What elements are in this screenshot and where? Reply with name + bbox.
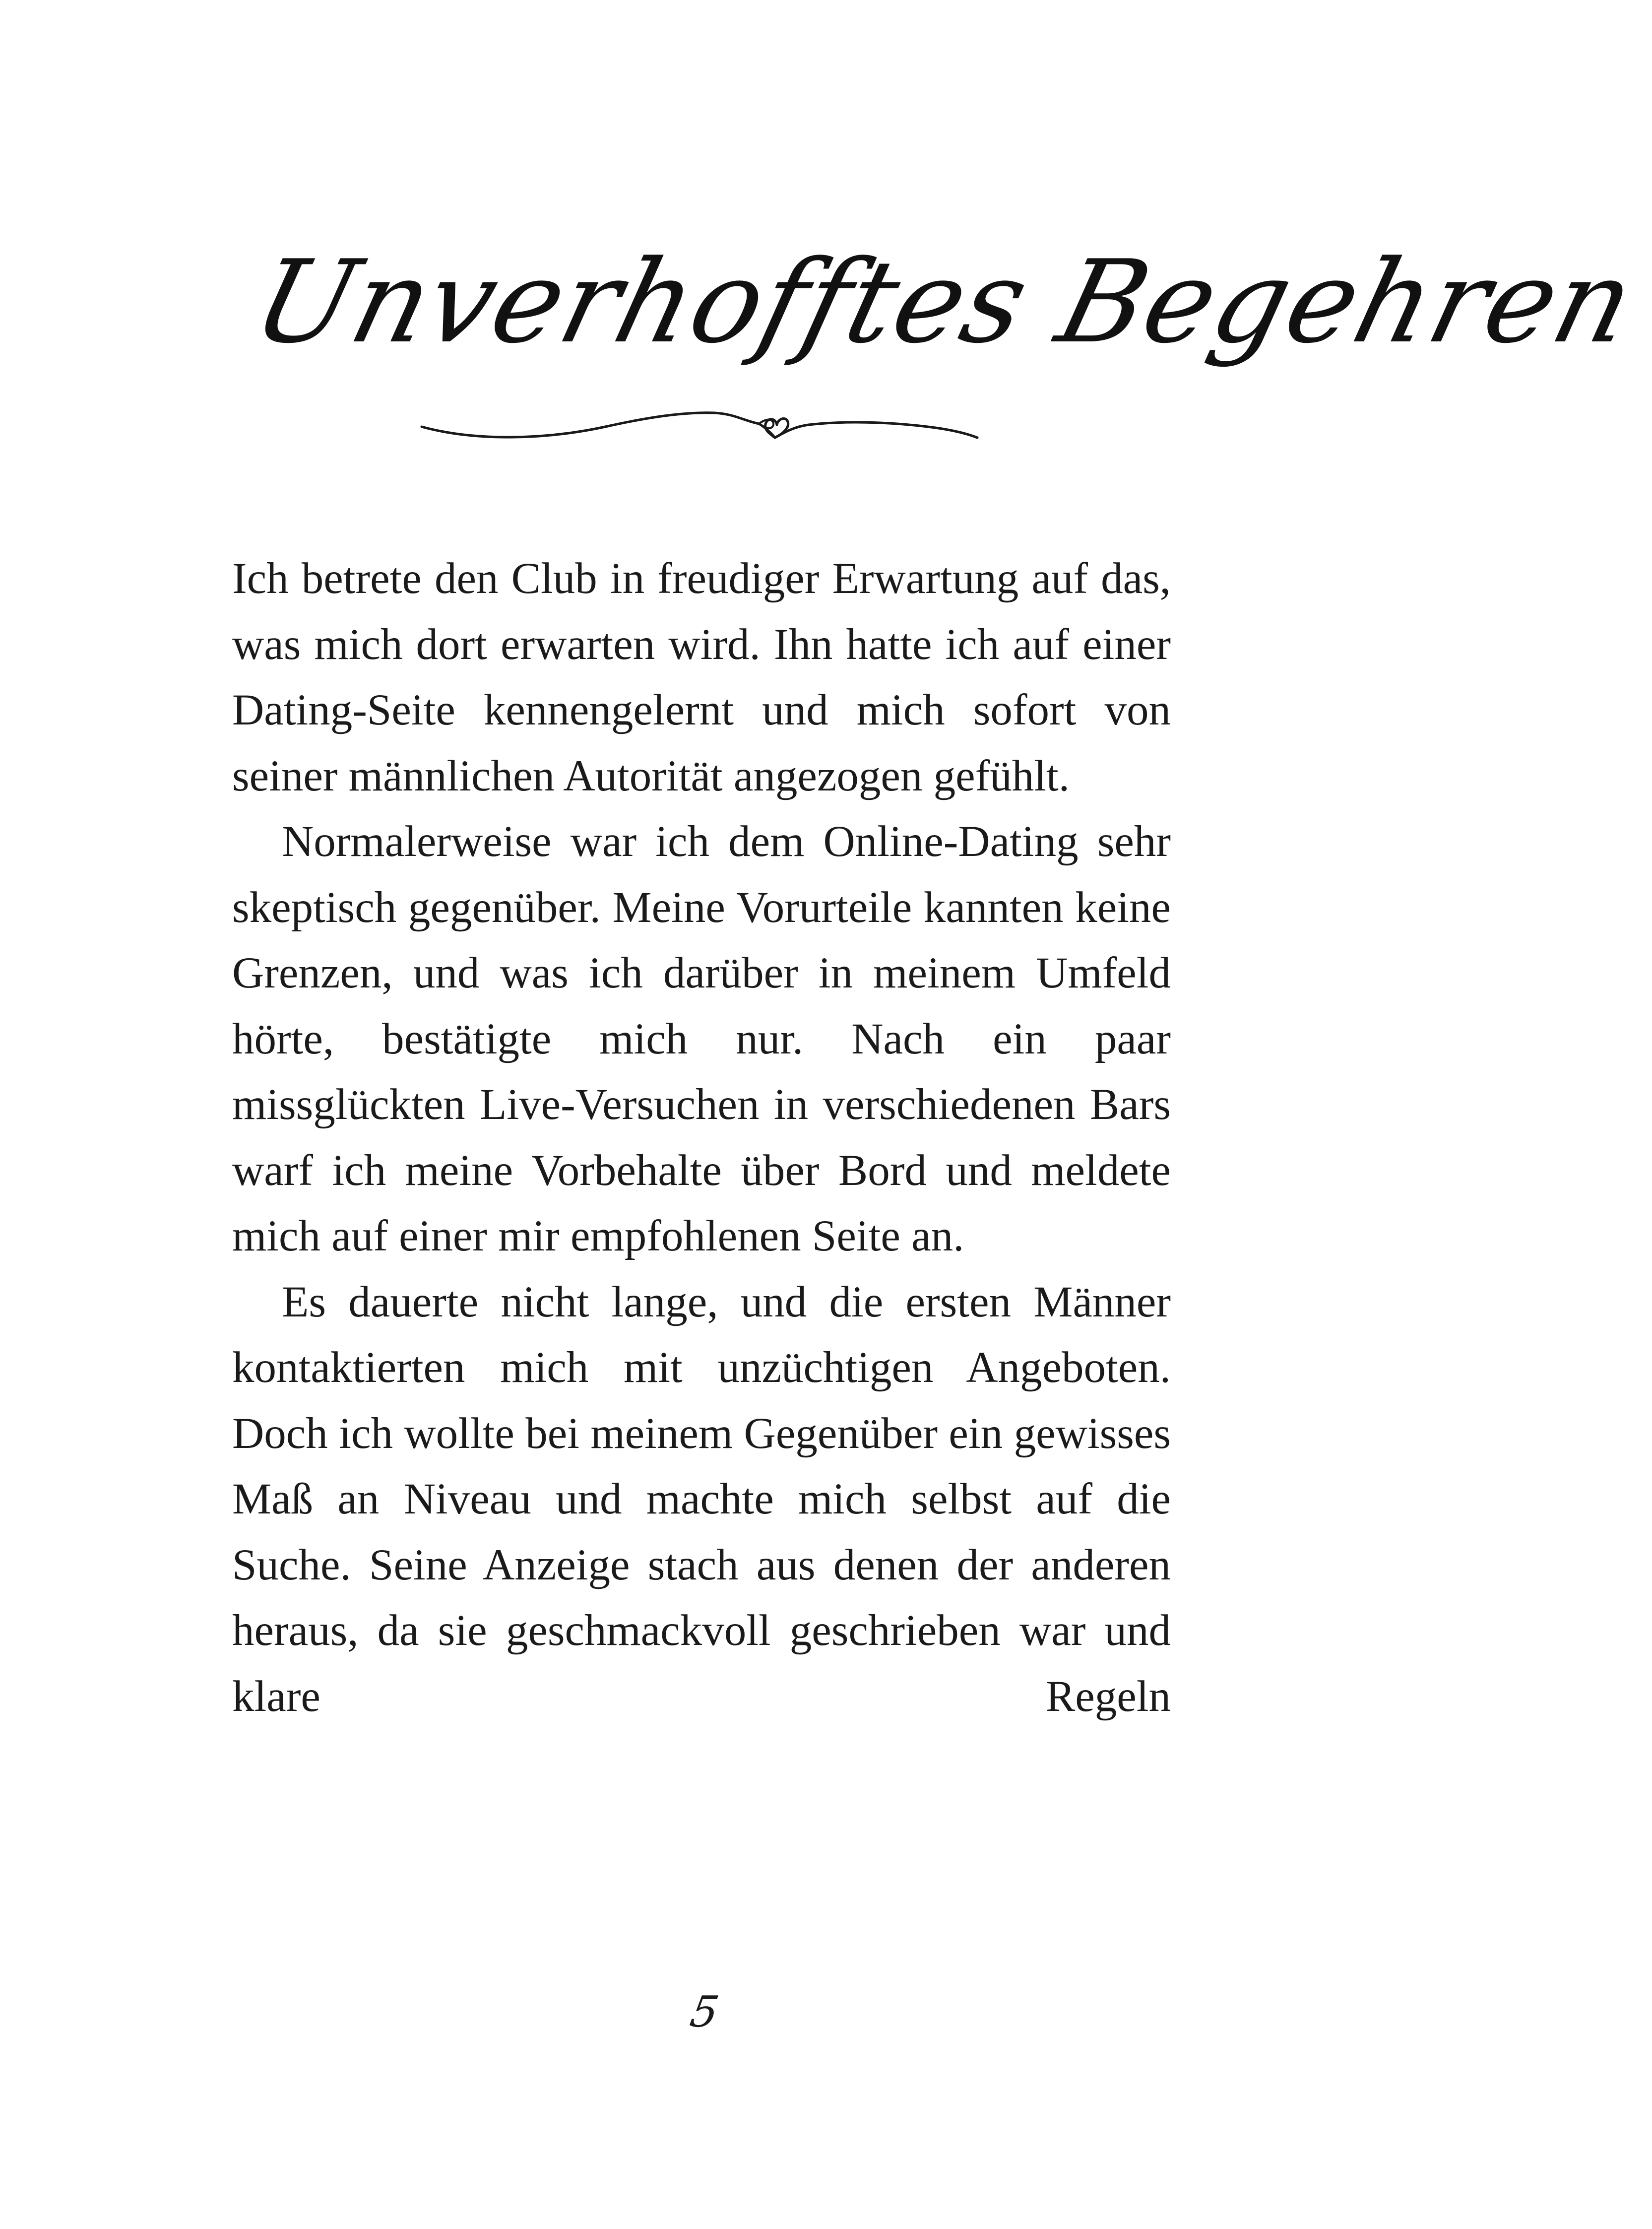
paragraph-3: Es dauerte nicht lange, und die ersten Männer kontaktierten mich mit unzüchtigen Angeboten. Doch ich wollte bei meinem Gegenüber ein gewisses Maß an Niveau und machte mich selbst auf die Suche. Seine Anzeige stach aus denen der anderen heraus, da sie geschmackvoll geschrieben war und klare Regeln [232,1277,1171,1721]
chapter-body [232,546,1171,1729]
paragraph-2: Normalerweise war ich dem Online-Dating sehr skeptisch gegenüber. Meine Vorurteile kannten keine Grenzen, und was ich darüber in meinem Umfeld hörte, bestätigte mich nur. Nach ein paar missglückten Live-Versuchen in verschiedenen Bars warf ich meine Vorbehalte über Bord und meldete mich auf einer mir empfohlenen Seite an. [232,817,1171,1260]
page-number: 5 [686,1987,723,2037]
heart-flourish-divider-icon [417,392,982,461]
chapter-title: Unverhofftes Begehren [241,236,1648,369]
paragraph-1: Ich betrete den Club in freudiger Erwartung auf das, was mich dort erwarten wird. Ihn hatte ich auf einer Dating-Seite kennengelernt und mich sofort von seiner männlichen Autorität angezogen gefühlt. [232,554,1171,800]
